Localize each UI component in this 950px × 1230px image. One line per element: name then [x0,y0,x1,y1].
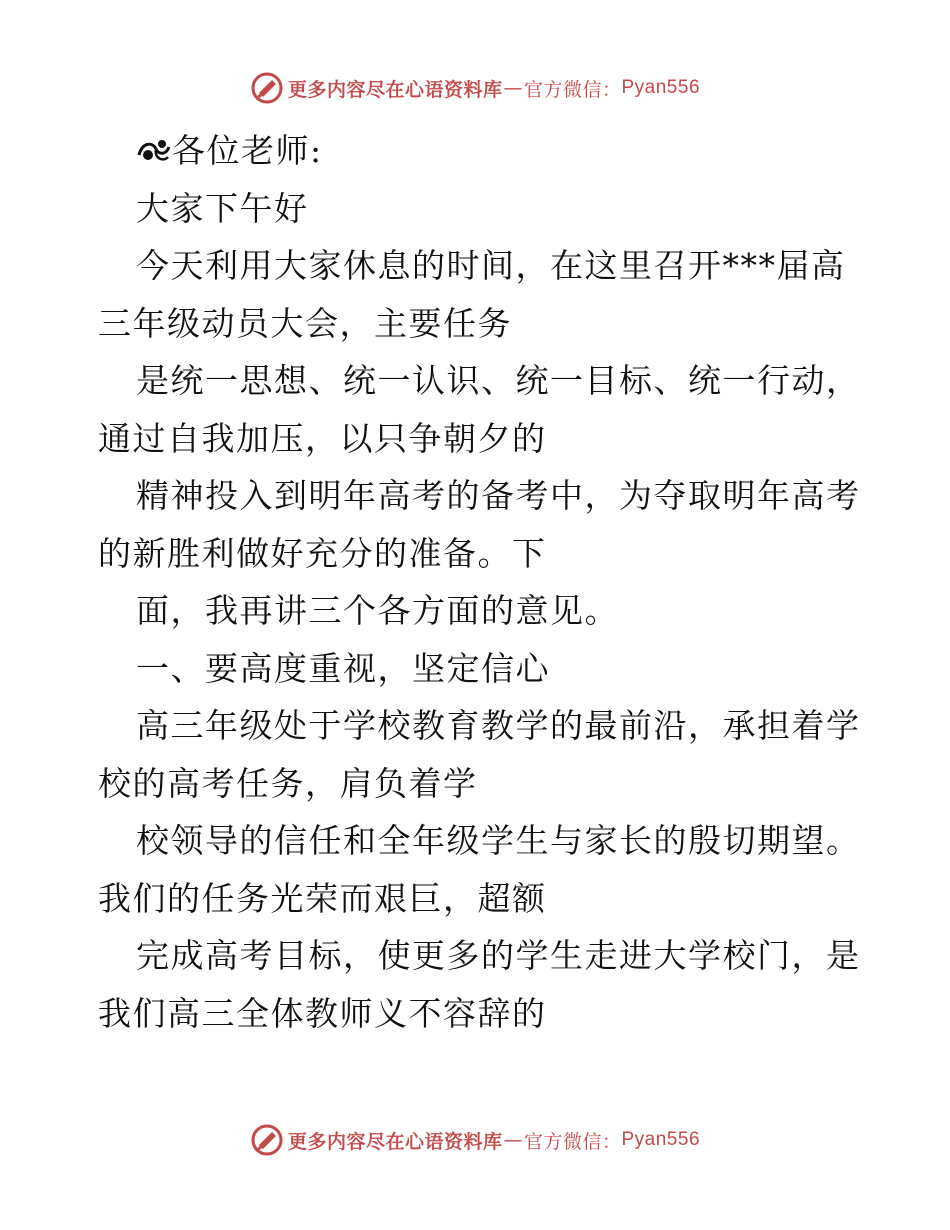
seal-logo-icon [250,1123,284,1157]
paragraph-line: 校领导的信任和全年级学生与家长的殷切期望。 [136,821,861,860]
floral-ornament-icon [136,135,172,165]
watermark-wechat-label: 官方微信： [523,1130,622,1153]
paragraph-line: 我们高三全体教师义不容辞的 [98,993,547,1033]
paragraph-line: 精神投入到明年高考的备考中，为夺取明年高考 [136,476,861,515]
document-body [98,122,861,1042]
watermark-wechat-label: 官方微信： [523,78,622,101]
watermark-wechat-id: Pyan556 [621,77,701,98]
paragraph-line: 今天利用大家休息的时间，在这里召开***届高 [136,246,846,285]
watermark-text: 更多内容尽在心语资料库 [287,78,503,101]
greeting-text: 各位老师: [172,131,323,170]
paragraph-line: 校的高考任务，肩负着学 [98,763,478,803]
paragraph-line: 我们的任务光荣而艰巨，超额 [98,878,547,918]
watermark-dash: — [503,77,523,99]
paragraph-line: 是统一思想、统一认识、统一目标、统一行动， [136,361,861,400]
greeting-line [98,122,858,180]
footer-watermark [0,1120,950,1160]
seal-logo-icon [250,71,284,105]
paragraph-line: 的新胜利做好充分的准备。下 [98,533,547,573]
watermark-text: 更多内容尽在心语资料库 [287,1130,503,1153]
section-heading: 一、要高度重视，坚定信心 [136,648,550,688]
paragraph-line: 大家下午好 [136,188,309,228]
paragraph-line: 高三年级处于学校教育教学的最前沿，承担着学 [136,706,861,745]
paragraph-line: 面，我再讲三个各方面的意见。 [136,591,619,630]
paragraph-line: 完成高考目标，使更多的学生走进大学校门，是 [136,936,861,975]
paragraph-line: 三年级动员大会，主要任务 [98,303,512,343]
paragraph-line: 通过自我加压，以只争朝夕的 [98,418,547,458]
watermark-wechat-id: Pyan556 [621,1129,701,1150]
header-watermark [0,68,950,108]
watermark-dash: — [503,1129,523,1151]
